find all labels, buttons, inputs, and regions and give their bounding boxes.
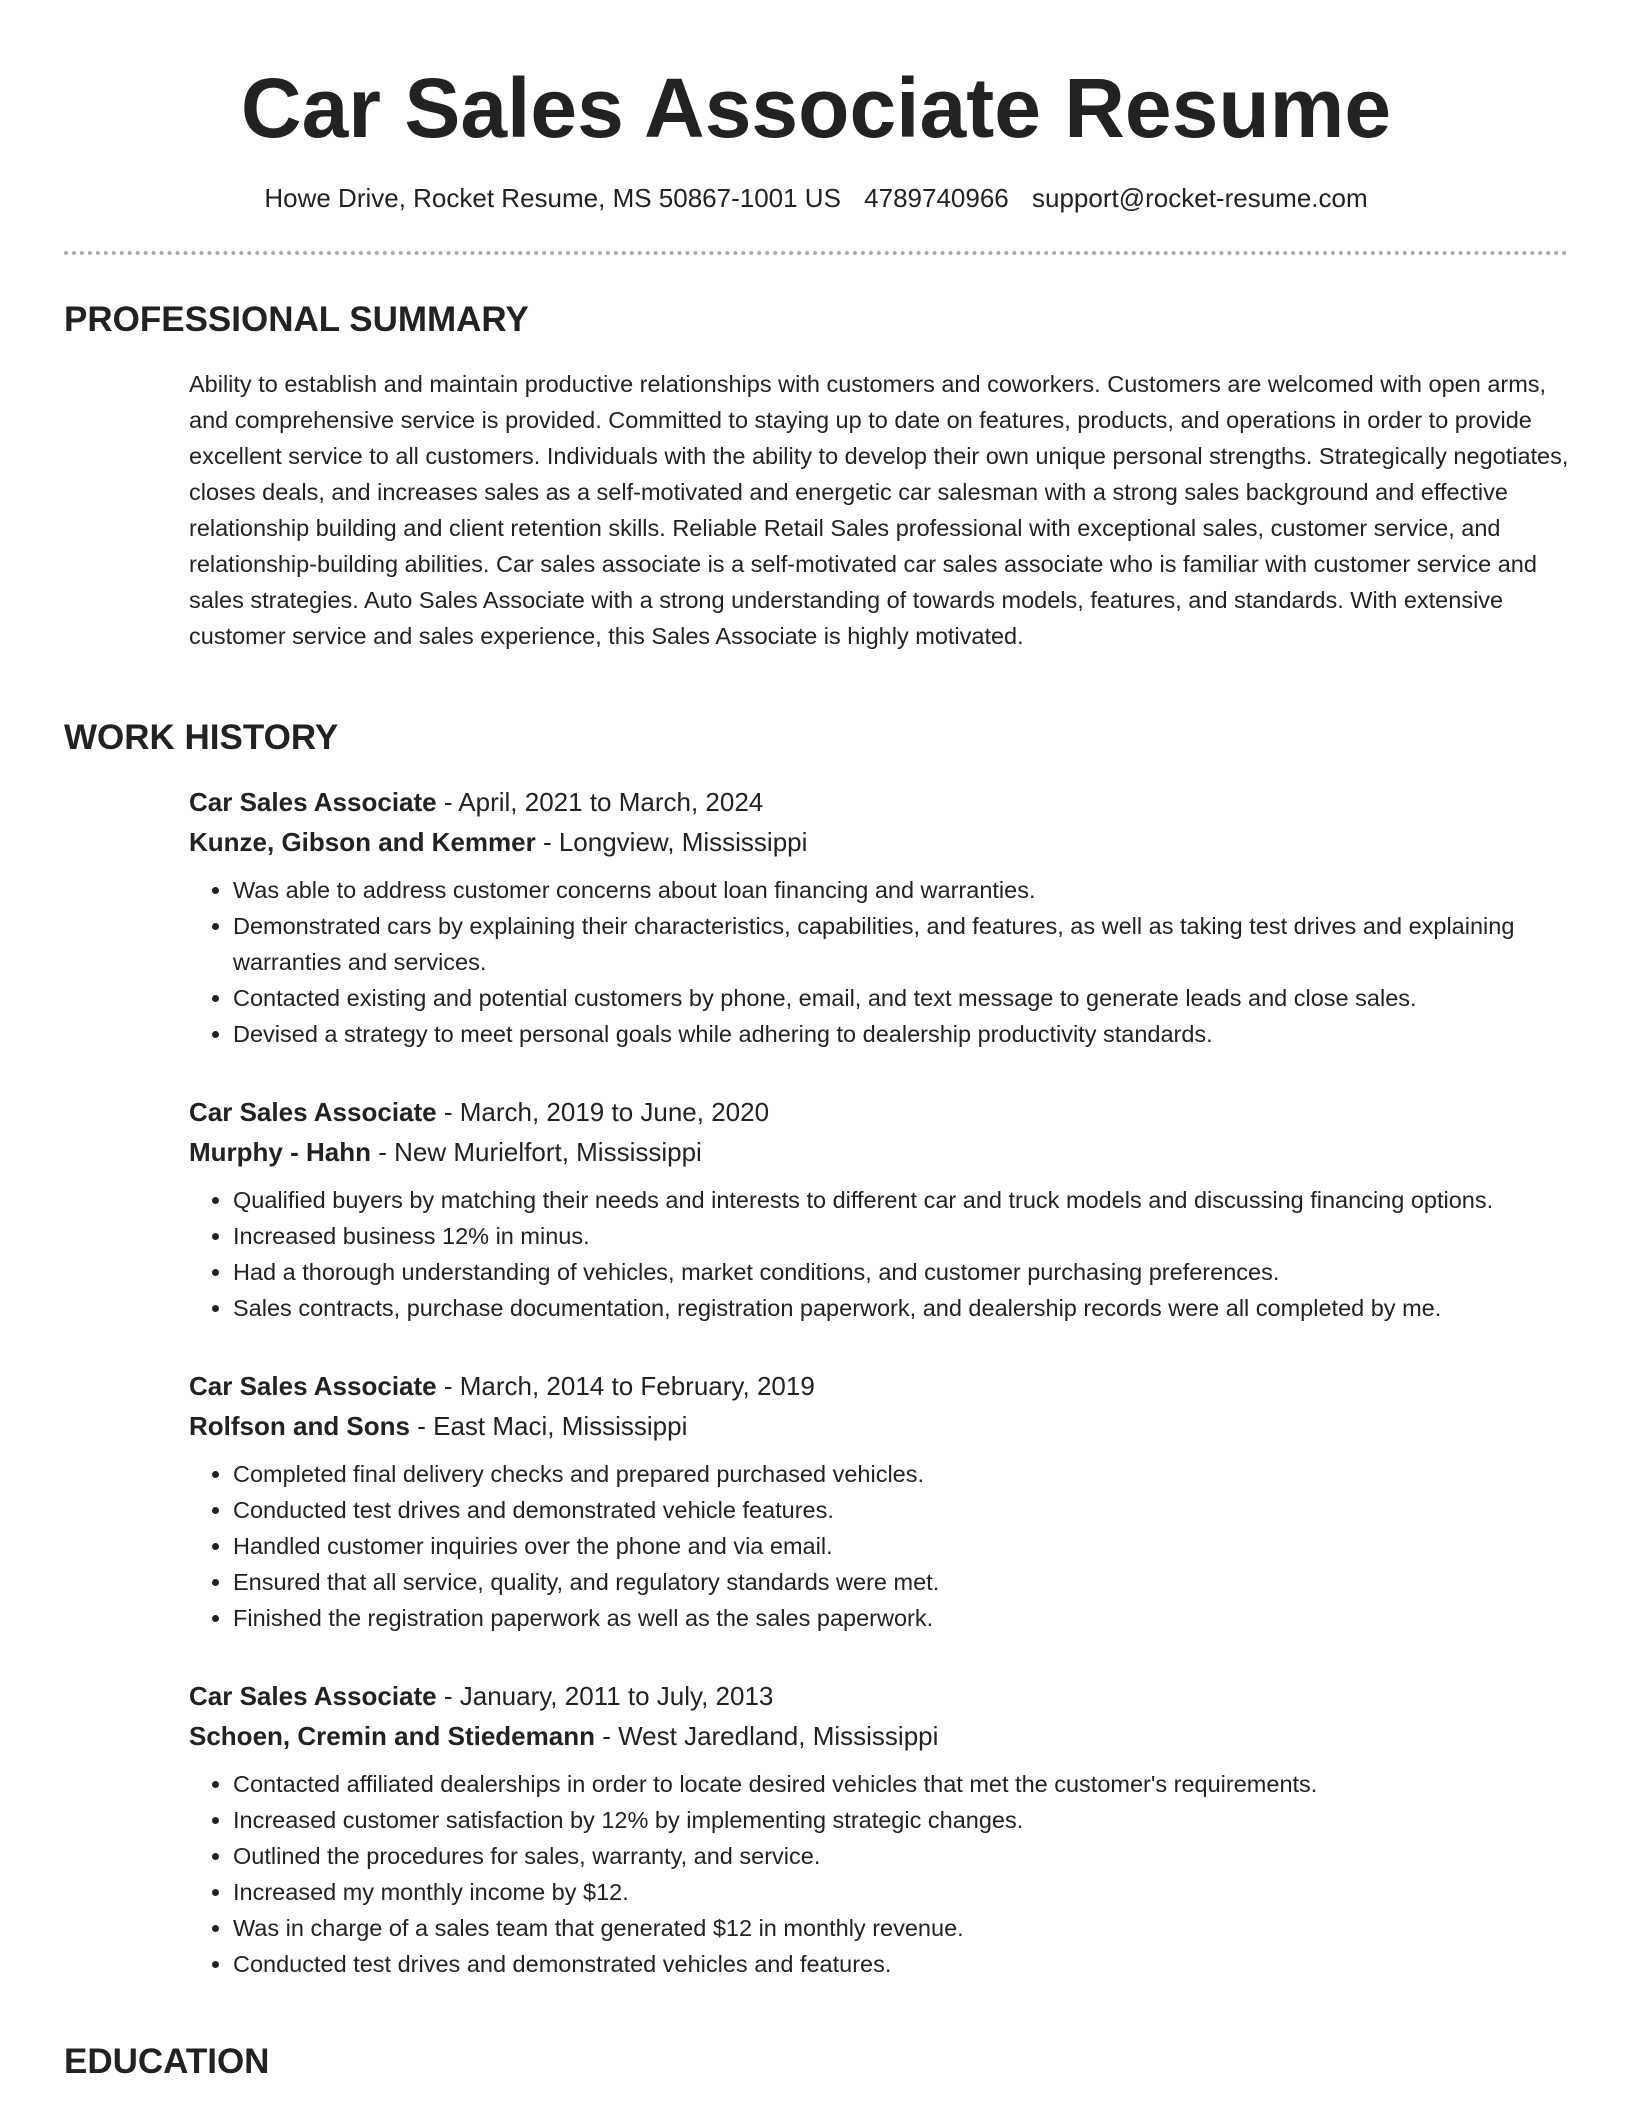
- job-title: Car Sales Associate: [189, 1371, 437, 1401]
- summary-text: Ability to establish and maintain productive relationships with customers and coworkers. Customers are welcomed with open arms, and comprehensive service is provided. Committed to staying up to date on features, products, and operations in order to provide excellent service to all customers. Individuals with the ability to develop their own unique personal strengths. Strategically negotiates, closes deals, and increases sales as a self-motivated and energetic car salesman with a strong sales background and effective relationship building and client retention skills. Reliable Retail Sales professional with exceptional sales, customer service, and relationship-building abilities. Car sales associate is a self-motivated car sales associate who is familiar with customer service and sales strategies. Auto Sales Associate with a strong understanding of towards models, features, and standards. With extensive customer service and sales experience, this Sales Associate is highly motivated.: [189, 371, 1569, 649]
- job-bullets: [189, 1182, 1569, 1326]
- job-title: Car Sales Associate: [189, 1681, 437, 1711]
- job-bullet: • Contacted existing and potential customers by phone, email, and text message to generate leads and close sales.: [233, 980, 1569, 1016]
- job-bullet: • Was able to address customer concerns about loan financing and warranties.: [233, 872, 1569, 908]
- job-bullet: • Completed final delivery checks and prepared purchased vehicles.: [233, 1456, 1569, 1492]
- job-bullets: [189, 1456, 1569, 1636]
- job-bullet: • Contacted affiliated dealerships in order to locate desired vehicles that met the customer's requirements.: [233, 1766, 1569, 1802]
- job-company-line: [189, 1132, 1569, 1172]
- job-title-line: [189, 1366, 1569, 1406]
- job-bullet: • Increased my monthly income by $12.: [233, 1874, 1569, 1910]
- job-entry: [189, 1366, 1569, 1636]
- job-company-line: [189, 1406, 1569, 1446]
- job-title-line: [189, 782, 1569, 822]
- job-bullet: • Had a thorough understanding of vehicles, market conditions, and customer purchasing preferences.: [233, 1254, 1569, 1290]
- job-dates: - April, 2021 to March, 2024: [436, 787, 764, 817]
- header-divider: [64, 251, 1568, 255]
- job-bullets: [189, 1766, 1569, 1982]
- job-title-line: [189, 1676, 1569, 1716]
- job-entry: [189, 1676, 1569, 1982]
- job-bullet: • Was in charge of a sales team that generated $12 in monthly revenue.: [233, 1910, 1569, 1946]
- job-bullets: [189, 872, 1569, 1052]
- contact-phone: 4789740966: [864, 183, 1009, 213]
- job-bullet: • Finished the registration paperwork as well as the sales paperwork.: [233, 1600, 1569, 1636]
- contact-address: Howe Drive, Rocket Resume, MS 50867-1001 US: [264, 183, 841, 213]
- contact-email: support@rocket-resume.com: [1032, 183, 1368, 213]
- job-bullet: • Increased business 12% in minus.: [233, 1218, 1569, 1254]
- job-company-line: [189, 1716, 1569, 1756]
- education-heading: EDUCATION: [64, 2042, 270, 2081]
- job-company-line: [189, 822, 1569, 862]
- job-dates: - March, 2019 to June, 2020: [436, 1097, 770, 1127]
- contact-line: [0, 180, 1632, 216]
- job-bullet: • Outlined the procedures for sales, warranty, and service.: [233, 1838, 1569, 1874]
- page-title: Car Sales Associate Resume: [240, 61, 1392, 155]
- summary-heading: PROFESSIONAL SUMMARY: [64, 300, 529, 339]
- job-location: - East Maci, Mississippi: [410, 1411, 688, 1441]
- job-dates: - January, 2011 to July, 2013: [436, 1681, 774, 1711]
- job-list: [189, 782, 1569, 2022]
- job-title: Car Sales Associate: [189, 787, 437, 817]
- job-company: Murphy - Hahn: [189, 1137, 371, 1167]
- job-location: - Longview, Mississippi: [535, 827, 808, 857]
- job-bullet: • Qualified buyers by matching their needs and interests to different car and truck models and discussing financing options.: [233, 1182, 1569, 1218]
- job-bullet: • Handled customer inquiries over the phone and via email.: [233, 1528, 1569, 1564]
- job-bullet: • Conducted test drives and demonstrated vehicle features.: [233, 1492, 1569, 1528]
- work-history-heading: WORK HISTORY: [64, 718, 339, 757]
- job-location: - West Jaredland, Mississippi: [594, 1721, 939, 1751]
- job-bullet: • Ensured that all service, quality, and regulatory standards were met.: [233, 1564, 1569, 1600]
- job-entry: [189, 1092, 1569, 1326]
- job-title-line: [189, 1092, 1569, 1132]
- job-bullet: • Devised a strategy to meet personal goals while adhering to dealership productivity standards.: [233, 1016, 1569, 1052]
- job-entry: [189, 782, 1569, 1052]
- job-bullet: • Increased customer satisfaction by 12% by implementing strategic changes.: [233, 1802, 1569, 1838]
- job-bullet: • Demonstrated cars by explaining their characteristics, capabilities, and features, as well as taking test drives and explaining warranties and services.: [233, 908, 1569, 980]
- job-bullet: • Sales contracts, purchase documentation, registration paperwork, and dealership records were all completed by me.: [233, 1290, 1569, 1326]
- job-location: - New Murielfort, Mississippi: [371, 1137, 702, 1167]
- job-title: Car Sales Associate: [189, 1097, 437, 1127]
- job-company: Kunze, Gibson and Kemmer: [189, 827, 536, 857]
- job-dates: - March, 2014 to February, 2019: [436, 1371, 815, 1401]
- job-company: Rolfson and Sons: [189, 1411, 410, 1441]
- job-bullet: • Conducted test drives and demonstrated vehicles and features.: [233, 1946, 1569, 1982]
- job-company: Schoen, Cremin and Stiedemann: [189, 1721, 595, 1751]
